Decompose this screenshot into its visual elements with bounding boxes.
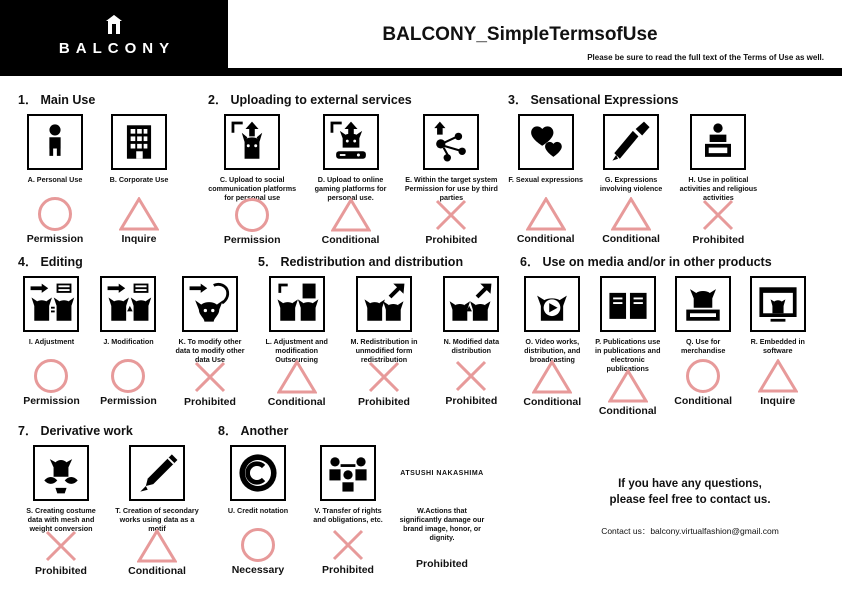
status-mark <box>102 197 176 231</box>
item-caption: U. Credit notation <box>227 506 289 515</box>
status-mark <box>208 198 296 232</box>
item-n-modified-distribution <box>433 276 510 407</box>
status-mark <box>18 197 92 231</box>
signature-text: ATSUSHI NAKASHIMA <box>400 469 484 477</box>
status-mark <box>593 197 668 231</box>
status-mark <box>95 359 162 393</box>
status-mark <box>405 198 498 232</box>
third-party-system-icon <box>423 114 479 170</box>
status-label: Prohibited <box>692 234 745 246</box>
section-main-use <box>18 90 208 245</box>
status-label: Necessary <box>231 564 285 576</box>
item-e-third-party <box>405 114 498 246</box>
triangle-mark-icon <box>331 198 371 232</box>
item-j-modification <box>95 276 162 407</box>
item-caption: G. Expressions involving violence <box>599 175 663 193</box>
item-caption: I. Adjustment <box>28 337 75 346</box>
item-caption: F. Sexual expressions <box>508 175 584 184</box>
status-label: Prohibited <box>416 558 468 570</box>
item-u-credit <box>218 445 298 576</box>
triangle-mark-icon <box>611 197 651 231</box>
status-mark <box>218 528 298 562</box>
section-title: 5． Redistribution and distribution <box>258 255 464 269</box>
section-sensational <box>508 90 768 246</box>
contact-line-1: If you have any questions, <box>618 477 762 490</box>
brand-name: BALCONY <box>58 39 176 57</box>
section-items <box>520 276 820 417</box>
triangle-mark-icon <box>608 369 648 403</box>
item-caption: C. Upload to social communication platforms for personal use <box>208 175 297 202</box>
circle-mark-icon <box>241 528 275 562</box>
status-label: Permission <box>100 395 157 407</box>
section-editing <box>18 252 258 408</box>
status-label: Conditional <box>267 396 326 408</box>
item-w-brand-damage <box>398 445 486 570</box>
item-v-rights-transfer <box>308 445 388 576</box>
section-row-2 <box>18 252 824 417</box>
triangle-mark-icon <box>758 359 798 393</box>
rights-transfer-icon <box>320 445 376 501</box>
page-title: BALCONY_SimpleTermsofUse <box>382 24 658 45</box>
video-play-icon <box>524 276 580 332</box>
cross-mark-icon <box>43 529 79 568</box>
triangle-mark-icon <box>532 360 572 394</box>
item-caption: H. Use in political activities and religious activities <box>679 175 758 202</box>
status-label: Conditional <box>128 565 186 577</box>
item-caption: O. Video works, distribution, and broadcasting <box>524 337 581 364</box>
item-caption: B. Corporate Use <box>109 175 169 184</box>
circle-mark-icon <box>111 359 145 393</box>
status-mark <box>18 359 85 393</box>
cross-mark-icon <box>192 360 228 399</box>
status-label: Permission <box>26 233 84 245</box>
item-b-corporate-use <box>102 114 176 245</box>
status-label: Conditional <box>598 405 657 417</box>
unmodified-redistribution-icon <box>356 276 412 332</box>
status-mark <box>114 529 200 563</box>
item-s-costume-mesh <box>18 445 104 577</box>
header-divider <box>0 68 842 76</box>
item-d-game-upload <box>306 114 394 246</box>
modification-icon <box>100 276 156 332</box>
content <box>0 76 842 577</box>
item-h-political <box>679 114 758 246</box>
item-caption: K. To modify other data to modify other data Use <box>175 337 245 364</box>
costume-mesh-icon <box>33 445 89 501</box>
status-label: Permission <box>223 234 281 246</box>
status-label: Prohibited <box>425 234 478 246</box>
status-label: Permission <box>23 395 80 407</box>
item-r-software <box>745 276 810 407</box>
status-mark <box>671 359 736 393</box>
section-items <box>18 276 258 408</box>
balcony-logo-icon <box>101 14 127 36</box>
software-embed-icon <box>750 276 806 332</box>
merchandise-icon <box>675 276 731 332</box>
status-label: Conditional <box>516 233 575 245</box>
item-m-unmodified-redistribution <box>345 276 422 408</box>
section-redistribution <box>258 252 520 408</box>
item-caption: D. Upload to online gaming platforms for personal use. <box>314 175 387 202</box>
triangle-mark-icon <box>277 360 317 394</box>
status-label: Conditional <box>674 395 733 407</box>
item-caption: S. Creating costume data with mesh and weight conversion <box>26 506 96 533</box>
section-uploading <box>208 90 508 246</box>
cross-mark-icon <box>366 360 402 399</box>
section-items <box>218 445 498 576</box>
status-label: Conditional <box>523 396 582 408</box>
item-t-secondary-works <box>114 445 200 577</box>
contact-block <box>560 476 820 537</box>
section-title: 1． Main Use <box>18 93 96 107</box>
header-note: Please be sure to read the full text of the Terms of Use as well. <box>587 53 824 62</box>
item-caption: P. Publications use in publications and electronic publications <box>594 337 661 373</box>
status-mark <box>18 529 104 563</box>
item-i-adjustment <box>18 276 85 407</box>
section-title: 8． Another <box>218 424 289 438</box>
section-media-use <box>520 252 820 417</box>
status-mark <box>345 360 422 394</box>
triangle-mark-icon <box>119 197 159 231</box>
brush-icon <box>129 445 185 501</box>
status-label: Prohibited <box>322 564 374 576</box>
section-title: 4． Editing <box>18 255 83 269</box>
triangle-mark-icon <box>526 197 566 231</box>
contact-line-2: please feel free to contact us. <box>609 494 771 507</box>
status-mark <box>433 359 510 393</box>
section-title: 2． Uploading to external services <box>208 93 412 107</box>
status-mark <box>679 198 758 232</box>
section-items <box>18 445 218 577</box>
item-caption: E. Within the target system Permission for use by third parties <box>404 175 498 202</box>
cross-mark-icon <box>453 359 489 398</box>
hearts-icon <box>518 114 574 170</box>
section-items <box>508 114 768 246</box>
contact-email[interactable]: Contact us：balcony.virtualfashion@gmail.com <box>601 526 779 536</box>
status-mark <box>508 197 583 231</box>
status-label: Prohibited <box>35 565 87 577</box>
item-caption: W.Actions that significantly damage our brand image, honor, or dignity. <box>399 506 485 542</box>
item-l-outsourcing <box>258 276 335 408</box>
other-data-modify-icon <box>182 276 238 332</box>
section-items <box>258 276 520 408</box>
page-header <box>0 0 842 68</box>
item-o-video <box>520 276 585 408</box>
status-mark <box>745 359 810 393</box>
item-caption: T. Creation of secondary works using data as a motif <box>115 506 199 533</box>
status-label: Conditional <box>602 233 660 245</box>
circle-mark-icon <box>38 197 72 231</box>
outsourcing-icon <box>269 276 325 332</box>
status-label: Prohibited <box>358 396 410 408</box>
section-title: 3． Sensational Expressions <box>508 93 679 107</box>
circle-mark-icon <box>235 198 269 232</box>
cross-mark-icon <box>330 528 366 567</box>
podium-icon <box>690 114 746 170</box>
publication-icon <box>600 276 656 332</box>
section-items <box>208 114 508 246</box>
status-label: Prohibited <box>184 396 236 408</box>
item-c-social-upload <box>208 114 296 246</box>
brand-block <box>0 0 228 68</box>
status-label: Inquire <box>121 233 157 245</box>
status-mark <box>172 360 248 394</box>
item-caption: J. Modification <box>103 337 154 346</box>
status-mark <box>306 198 394 232</box>
item-a-personal-use <box>18 114 92 245</box>
knife-icon <box>603 114 659 170</box>
cross-mark-icon <box>433 198 469 237</box>
building-icon <box>111 114 167 170</box>
section-items <box>18 114 208 245</box>
upload-avatar-icon <box>224 114 280 170</box>
section-title: 6． Use on media and/or in other products <box>520 255 772 269</box>
item-g-violence <box>593 114 668 245</box>
triangle-mark-icon <box>137 529 177 563</box>
status-label: Conditional <box>321 234 380 246</box>
item-caption: Q. Use for merchandise <box>680 337 726 355</box>
section-row-1 <box>18 90 824 246</box>
modified-distribution-icon <box>443 276 499 332</box>
section-another <box>218 421 498 576</box>
item-f-sexual <box>508 114 583 245</box>
status-mark <box>258 360 335 394</box>
status-mark <box>520 360 585 394</box>
upload-game-icon <box>323 114 379 170</box>
item-caption: M. Redistribution in unmodified form redistribution <box>350 337 418 364</box>
item-caption: V. Transfer of rights and obligations, etc. <box>313 506 383 524</box>
adjustment-icon <box>23 276 79 332</box>
item-caption: R. Embedded in software <box>750 337 805 355</box>
item-k-other-data <box>172 276 248 408</box>
circle-mark-icon <box>34 359 68 393</box>
person-icon <box>27 114 83 170</box>
item-q-merchandise <box>671 276 736 407</box>
header-title-block <box>228 0 842 68</box>
copyright-icon <box>230 445 286 501</box>
status-mark <box>595 369 661 403</box>
section-derivative <box>18 421 218 577</box>
status-mark <box>308 528 388 562</box>
item-caption: L. Adjustment and modification Outsourcing <box>265 337 328 364</box>
section-title: 7． Derivative work <box>18 424 133 438</box>
item-caption: N. Modified data distribution <box>443 337 500 355</box>
item-p-publications <box>595 276 661 417</box>
status-label: Prohibited <box>445 395 498 407</box>
item-caption: A. Personal Use <box>27 175 83 184</box>
circle-mark-icon <box>686 359 720 393</box>
cross-mark-icon <box>700 198 736 237</box>
status-label: Inquire <box>760 395 796 407</box>
